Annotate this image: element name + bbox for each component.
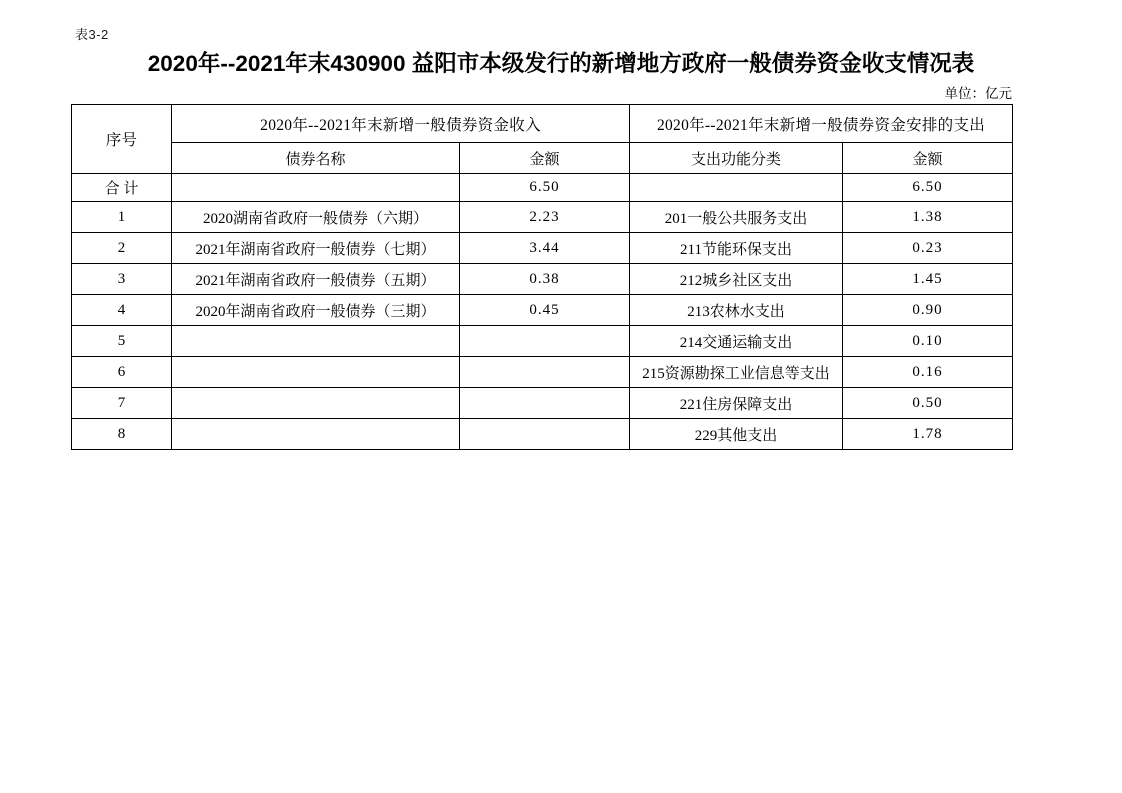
row-expense-function: 214交通运输支出 <box>630 326 843 357</box>
table-row <box>72 419 1013 450</box>
row-expense-amount: 1.78 <box>843 419 1013 450</box>
row-income-amount: 0.38 <box>460 264 630 295</box>
row-expense-function: 229其他支出 <box>630 419 843 450</box>
total-bond-name <box>172 174 460 202</box>
table-row-total <box>72 174 1013 202</box>
row-seq: 3 <box>72 264 172 295</box>
row-expense-amount: 1.38 <box>843 202 1013 233</box>
total-income-amount: 6.50 <box>460 174 630 202</box>
row-income-amount <box>460 326 630 357</box>
row-bond-name: 2021年湖南省政府一般债券（七期） <box>172 233 460 264</box>
table-row <box>72 326 1013 357</box>
row-expense-amount: 1.45 <box>843 264 1013 295</box>
header-bond-name: 债券名称 <box>172 143 460 174</box>
total-expense-function <box>630 174 843 202</box>
row-seq: 1 <box>72 202 172 233</box>
row-expense-function: 213农林水支出 <box>630 295 843 326</box>
header-income-amount: 金额 <box>460 143 630 174</box>
row-seq: 6 <box>72 357 172 388</box>
bond-revenue-expenditure-table <box>71 104 1013 450</box>
row-income-amount: 2.23 <box>460 202 630 233</box>
row-expense-amount: 0.16 <box>843 357 1013 388</box>
row-seq: 2 <box>72 233 172 264</box>
total-label: 合 计 <box>72 174 172 202</box>
row-seq: 8 <box>72 419 172 450</box>
row-income-amount: 3.44 <box>460 233 630 264</box>
table-row <box>72 357 1013 388</box>
row-bond-name: 2020年湖南省政府一般债券（三期） <box>172 295 460 326</box>
row-bond-name: 2021年湖南省政府一般债券（五期） <box>172 264 460 295</box>
row-income-amount: 0.45 <box>460 295 630 326</box>
row-bond-name <box>172 388 460 419</box>
sheet-code: 表3-2 <box>75 27 109 42</box>
header-expense-function: 支出功能分类 <box>630 143 843 174</box>
row-expense-function: 212城乡社区支出 <box>630 264 843 295</box>
row-expense-amount: 0.50 <box>843 388 1013 419</box>
table-row <box>72 295 1013 326</box>
row-expense-function: 221住房保障支出 <box>630 388 843 419</box>
table-header-group-row <box>72 105 1013 143</box>
row-expense-function: 201一般公共服务支出 <box>630 202 843 233</box>
table-row <box>72 233 1013 264</box>
row-seq: 7 <box>72 388 172 419</box>
unit-note: 单位：亿元 <box>944 86 1012 101</box>
row-bond-name <box>172 419 460 450</box>
row-income-amount <box>460 357 630 388</box>
row-bond-name: 2020湖南省政府一般债券（六期） <box>172 202 460 233</box>
row-income-amount <box>460 419 630 450</box>
table-row <box>72 264 1013 295</box>
row-income-amount <box>460 388 630 419</box>
row-bond-name <box>172 326 460 357</box>
header-seq: 序号 <box>72 105 172 174</box>
row-expense-amount: 0.10 <box>843 326 1013 357</box>
row-expense-amount: 0.90 <box>843 295 1013 326</box>
row-seq: 4 <box>72 295 172 326</box>
page-title: 2020年--2021年末430900 益阳市本级发行的新增地方政府一般债券资金收支情况表 <box>147 51 975 76</box>
table-row <box>72 388 1013 419</box>
row-bond-name <box>172 357 460 388</box>
row-expense-function: 211节能环保支出 <box>630 233 843 264</box>
header-expense-group: 2020年--2021年末新增一般债券资金安排的支出 <box>630 105 1013 143</box>
row-seq: 5 <box>72 326 172 357</box>
total-expense-amount: 6.50 <box>843 174 1013 202</box>
row-expense-amount: 0.23 <box>843 233 1013 264</box>
table-row <box>72 202 1013 233</box>
table-header-sub-row <box>72 143 1013 174</box>
header-expense-amount: 金额 <box>843 143 1013 174</box>
row-expense-function: 215资源勘探工业信息等支出 <box>630 357 843 388</box>
header-income-group: 2020年--2021年末新增一般债券资金收入 <box>172 105 630 143</box>
